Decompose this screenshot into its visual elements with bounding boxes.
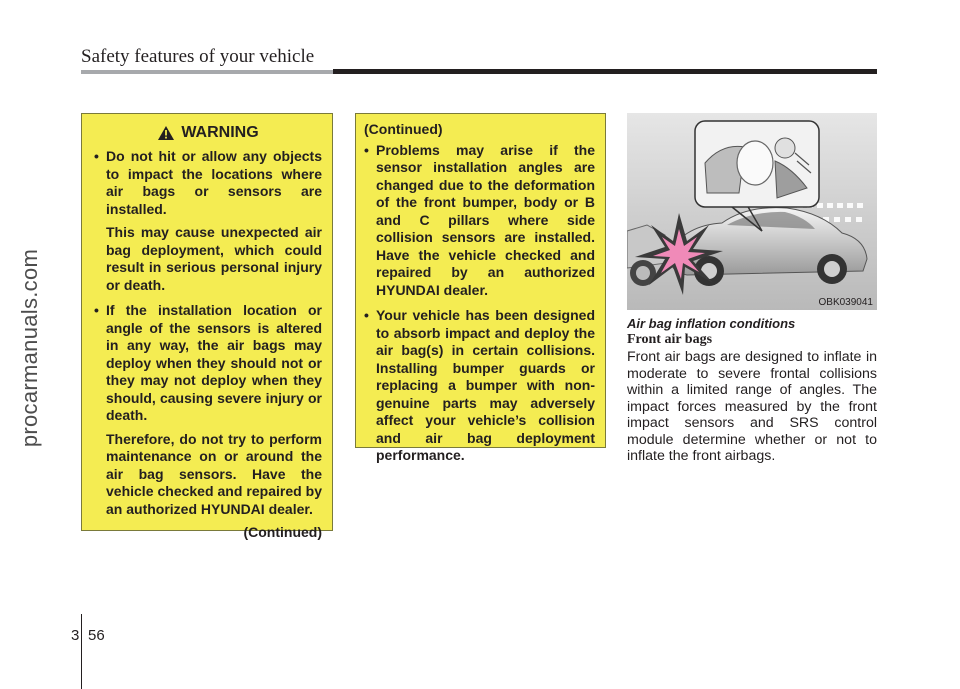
warning-item: [364, 142, 595, 300]
warning-item-followup: Therefore, do not try to perform maintenance on or around the air bag sensors. Have the vehicle checked and repaired by an authorized HYUNDAI dealer.: [106, 430, 322, 517]
continued-label: (Continued): [243, 524, 322, 540]
section-subheading: Front air bags: [627, 332, 713, 347]
warning-item-text: Do not hit or allow any objects to impact the locations where air bags or sensors are installed.: [106, 148, 322, 217]
page-number: 56: [88, 627, 105, 644]
bullet: •: [364, 141, 369, 158]
warning-item-followup: This may cause unexpected air bag deployment, which could result in serious personal injury or death.: [106, 224, 322, 293]
warning-item: [364, 307, 595, 465]
warning-item-text: Problems may arise if the sensor installation angles are changed due to the deformation of the front bumper, body or B and C pillars where side collision sensors are installed. Have the vehicle checked and repaired by an authorized HYUNDAI dealer.: [376, 141, 595, 298]
header-rule-dark: [333, 69, 877, 74]
chapter-number: 3: [71, 627, 80, 644]
bullet: •: [94, 148, 99, 164]
car-collision-drawing: [627, 113, 877, 310]
warning-item: [94, 302, 322, 425]
illustration-code: OBK039041: [818, 297, 873, 308]
continued-warning-box: [355, 113, 606, 463]
bullet: •: [364, 307, 369, 323]
header-rule-light: [81, 70, 333, 74]
illustration-caption: Air bag inflation conditions: [627, 316, 796, 331]
warning-heading-text: WARNING: [181, 124, 259, 141]
airbag-collision-illustration: [627, 113, 877, 310]
warning-triangle-icon: [157, 125, 175, 141]
page-header-title: Safety features of your vehicle: [81, 46, 315, 67]
footer-divider: [81, 614, 82, 689]
warning-item-text: Your vehicle has been designed to absorb impact and deploy the air bag(s) in certain collisions. Installing bumper guards or replacing a bumper with non-genuine parts may adversely affect your vehicle’s collision and air bag deployment performance.: [376, 307, 595, 463]
warning-item-text: If the installation location or angle of the sensors is altered in any way, the air bags may deploy when they should not or they may not deploy when they should, causing severe injury or death.: [106, 302, 322, 423]
continued-heading: (Continued): [364, 121, 443, 137]
warning-item: [94, 148, 322, 218]
warning-heading: [94, 124, 322, 142]
watermark-text: procarmanuals.com: [17, 248, 42, 448]
section-body: Front air bags are designed to inflate in moderate to severe frontal collisions within a limited range of angles. The impact forces measured by the front impact sensors and SRS control module determine whether or not to inflate the front airbags.: [627, 349, 877, 464]
warning-box: [81, 113, 333, 540]
bullet: •: [94, 302, 99, 318]
